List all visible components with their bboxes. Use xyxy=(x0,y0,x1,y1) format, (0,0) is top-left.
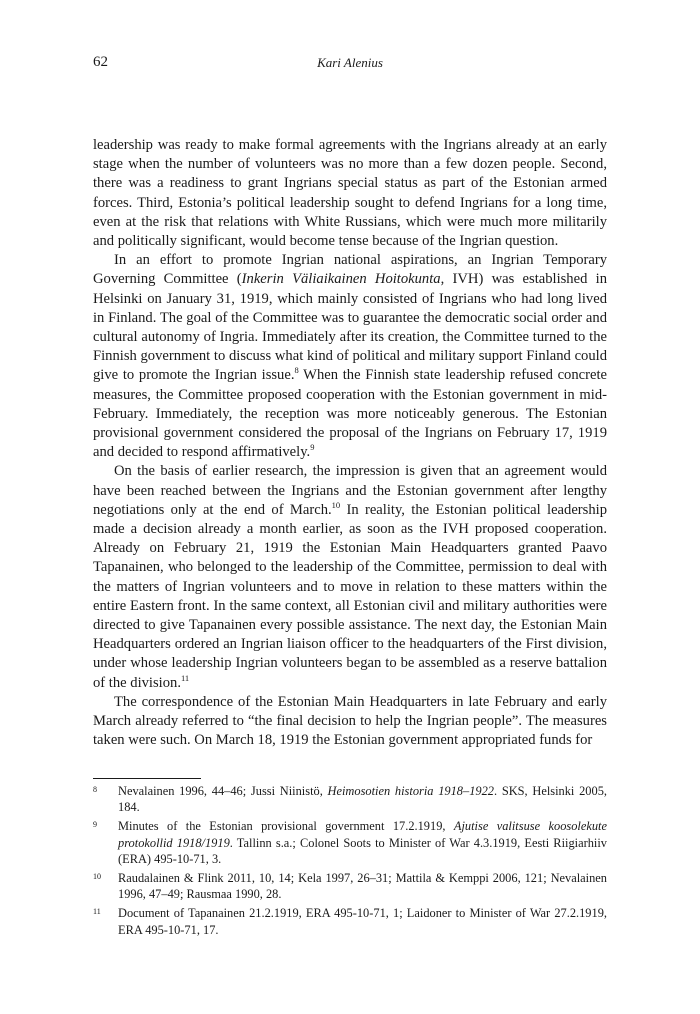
footnote-number: 10 xyxy=(93,872,101,882)
footnote-ref-9[interactable]: 9 xyxy=(310,442,315,453)
body-text xyxy=(93,136,607,751)
footnote-italic-title: Heimosotien historia 1918–1922 xyxy=(327,784,494,798)
paragraph-2-italic-title: Inkerin Väliaikainen Hoitokunta xyxy=(241,271,441,288)
footnote-number: 11 xyxy=(93,907,101,917)
footnote-ref-10[interactable]: 10 xyxy=(331,500,341,510)
footnote-text-end: . Tallinn s.a.; Colonel Soots to Minister of War 4.3.1919, Eesti Riigiarhiiv (ERA) 495-10-71, 3. xyxy=(118,835,607,866)
footnote-11 xyxy=(93,905,607,937)
footnote-ref-11[interactable]: 11 xyxy=(180,672,190,683)
paragraph-3-text-b: In reality, the Estonian political leadership made a decision already a month earlier, as soon as the IVH proposed cooperation. Already on February 21, 1919 the Estonian Main Headquarters granted Paavo Tapanainen, who belonged to the leadership of the Committee, permission to deal with the matters of Ingrian volunteers and to move in relation to these matters within the entire Eastern front. In the same context, all Estonian civil and military authorities were directed to give Tapanainen every possible assistance. The next day, the Estonian Main Headquarters ordered an Ingrian liaison officer to the headquarters of the First division, under whose leadership Ingrian volunteers began to be assembled as a reserve battalion of the division. xyxy=(93,501,607,691)
paragraph-1 xyxy=(93,136,607,251)
footnote-ref-8[interactable]: 8 xyxy=(294,365,299,376)
paragraph-2 xyxy=(93,251,607,462)
paragraph-1-text: leadership was ready to make formal agreements with the Ingrians already at an early stage when the number of volunteers was no more than a few dozen people. Second, there was a readiness to grant Ingrians special status as part of the Estonian armed forces. Third, Estonia’s political leadership sought to defend Ingrians for a long time, even at the risk that relations with White Russians, which were much more militarily and politically significant, would become tense because of the Ingrian question. xyxy=(93,137,607,250)
footnote-8 xyxy=(93,783,607,815)
footnote-text: Raudalainen & Flink 2011, 10, 14; Kela 1997, 26–31; Mattila & Kemppi 2006, 121; Nevalainen 1996, 47–49; Rausmaa 1990, 28. xyxy=(118,871,607,902)
paragraph-3 xyxy=(93,462,607,692)
paragraph-2-text-a: In an effort to promote Ingrian national aspirations, an Ingrian Temporary Governing Committee ( xyxy=(93,252,607,288)
page-number: 62 xyxy=(93,54,108,70)
footnote-number: 8 xyxy=(93,785,97,794)
footnote-9 xyxy=(93,818,607,867)
paragraph-3-text-a: On the basis of earlier research, the impression is given that an agreement would have been reached between the Ingrians and the Estonian government after lengthy negotiations only at the end of March. xyxy=(93,463,607,518)
footnote-text-end: . SKS, Helsinki 2005, 184. xyxy=(118,784,607,815)
footnote-text: Nevalainen 1996, 44–46; Jussi Niinistö, xyxy=(118,784,328,798)
footnote-text: Minutes of the Estonian provisional government 17.2.1919, xyxy=(118,819,454,834)
footnote-italic-title: Ajutise valitsuse koosolekute protokollid 1918/1919 xyxy=(118,819,607,850)
paragraph-4-text: The correspondence of the Estonian Main Headquarters in late February and early March already referred to “the final decision to help the Ingrian people”. The measures taken were such. On March 18, 1919 the Estonian government appropriated funds for xyxy=(93,693,607,749)
footnote-number: 9 xyxy=(93,820,97,830)
paragraph-4 xyxy=(93,693,607,751)
running-head-author: Kari Alenius xyxy=(317,55,383,70)
paragraph-2-text-b: , IVH) was established in Helsinki on January 31, 1919, which mainly consisted of Ingrians who had long lived in Finland. The goal of the Committee was to guarantee the democratic social order and cultural autonomy of Ingria. Immediately after its creation, the Committee turned to the Finnish government to discuss what kind of political and military support Finland could give to promote the Ingrian issue. xyxy=(93,271,607,384)
page-header xyxy=(93,54,607,74)
footnotes xyxy=(93,783,607,941)
footnote-separator xyxy=(93,778,201,779)
paragraph-2-text-c: When the Finnish state leadership refused concrete measures, the Committee proposed cooperation with the Estonian government in mid-February. Immediately, the reception was more noticeably generous. The Estonian provisional government considered the proposal of the Ingrians on February 17, 1919 and decided to respond affirmatively. xyxy=(93,367,607,461)
footnote-10 xyxy=(93,870,607,902)
footnote-text: Document of Tapanainen 21.2.1919, ERA 495-10-71, 1; Laidoner to Minister of War 27.2.1919, ERA 495-10-71, 17. xyxy=(118,906,607,937)
